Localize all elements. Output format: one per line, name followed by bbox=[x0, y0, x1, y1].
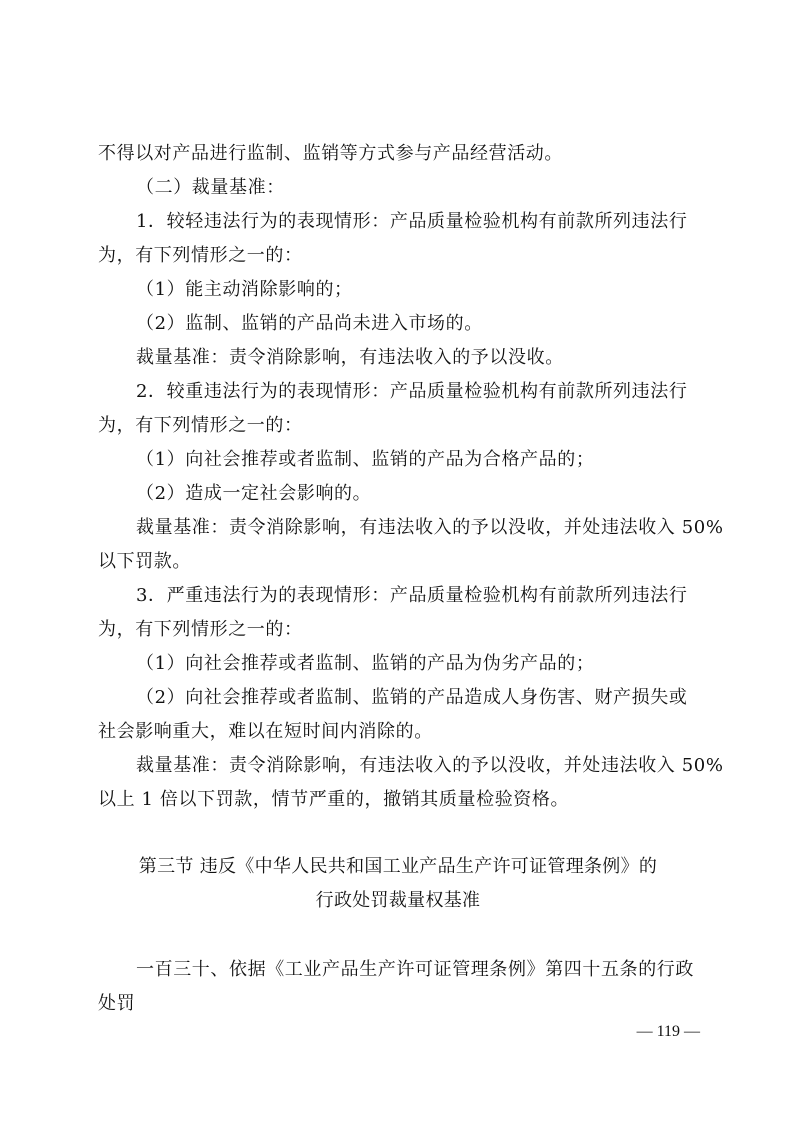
paragraph-line-20: 以上 1 倍以下罚款，情节严重的，撤销其质量检验资格。 bbox=[98, 789, 570, 810]
paragraph-line-11: （2）造成一定社会影响的。 bbox=[136, 483, 372, 504]
paragraph-line-9: 为，有下列情形之一的： bbox=[98, 415, 303, 436]
paragraph-line-15: 为，有下列情形之一的： bbox=[98, 619, 303, 640]
paragraph-line-4: 为，有下列情形之一的： bbox=[98, 245, 303, 266]
section-heading-line-2: 行政处罚裁量权基准 bbox=[315, 890, 481, 911]
paragraph-line-1: 不得以对产品进行监制、监销等方式参与产品经营活动。 bbox=[98, 143, 563, 164]
paragraph-line-5: （1）能主动消除影响的； bbox=[136, 279, 353, 300]
paragraph-line-6: （2）监制、监销的产品尚未进入市场的。 bbox=[136, 313, 483, 334]
paragraph-line-16: （1）向社会推荐或者监制、监销的产品为伪劣产品的； bbox=[136, 653, 595, 674]
section-heading-line-1: 第三节 违反《中华人民共和国工业产品生产许可证管理条例》的 bbox=[138, 856, 658, 877]
paragraph-line-7: 裁量基准：责令消除影响，有违法收入的予以没收。 bbox=[136, 347, 564, 368]
paragraph-line-17: （2）向社会推荐或者监制、监销的产品造成人身伤害、财产损失或 bbox=[136, 687, 688, 708]
paragraph-line-10: （1）向社会推荐或者监制、监销的产品为合格产品的； bbox=[136, 449, 595, 470]
item-title-line-2: 处罚 bbox=[98, 993, 136, 1014]
paragraph-line-12: 裁量基准：责令消除影响，有违法收入的予以没收，并处违法收入 50% bbox=[136, 517, 724, 538]
item-title-line-1: 一百三十、依据《工业产品生产许可证管理条例》第四十五条的行政 bbox=[136, 959, 694, 980]
paragraph-line-3: 1．较轻违法行为的表现情形：产品质量检验机构有前款所列违法行 bbox=[136, 211, 688, 232]
paragraph-line-18: 社会影响重大，难以在短时间内消除的。 bbox=[98, 721, 433, 742]
paragraph-line-2: （二）裁量基准： bbox=[136, 177, 285, 198]
paragraph-line-8: 2．较重违法行为的表现情形：产品质量检验机构有前款所列违法行 bbox=[136, 381, 688, 402]
paragraph-line-19: 裁量基准：责令消除影响，有违法收入的予以没收，并处违法收入 50% bbox=[136, 755, 724, 776]
page-number: — 119 — bbox=[636, 1023, 700, 1040]
paragraph-line-14: 3．严重违法行为的表现情形：产品质量检验机构有前款所列违法行 bbox=[136, 585, 688, 606]
paragraph-line-13: 以下罚款。 bbox=[98, 551, 191, 572]
